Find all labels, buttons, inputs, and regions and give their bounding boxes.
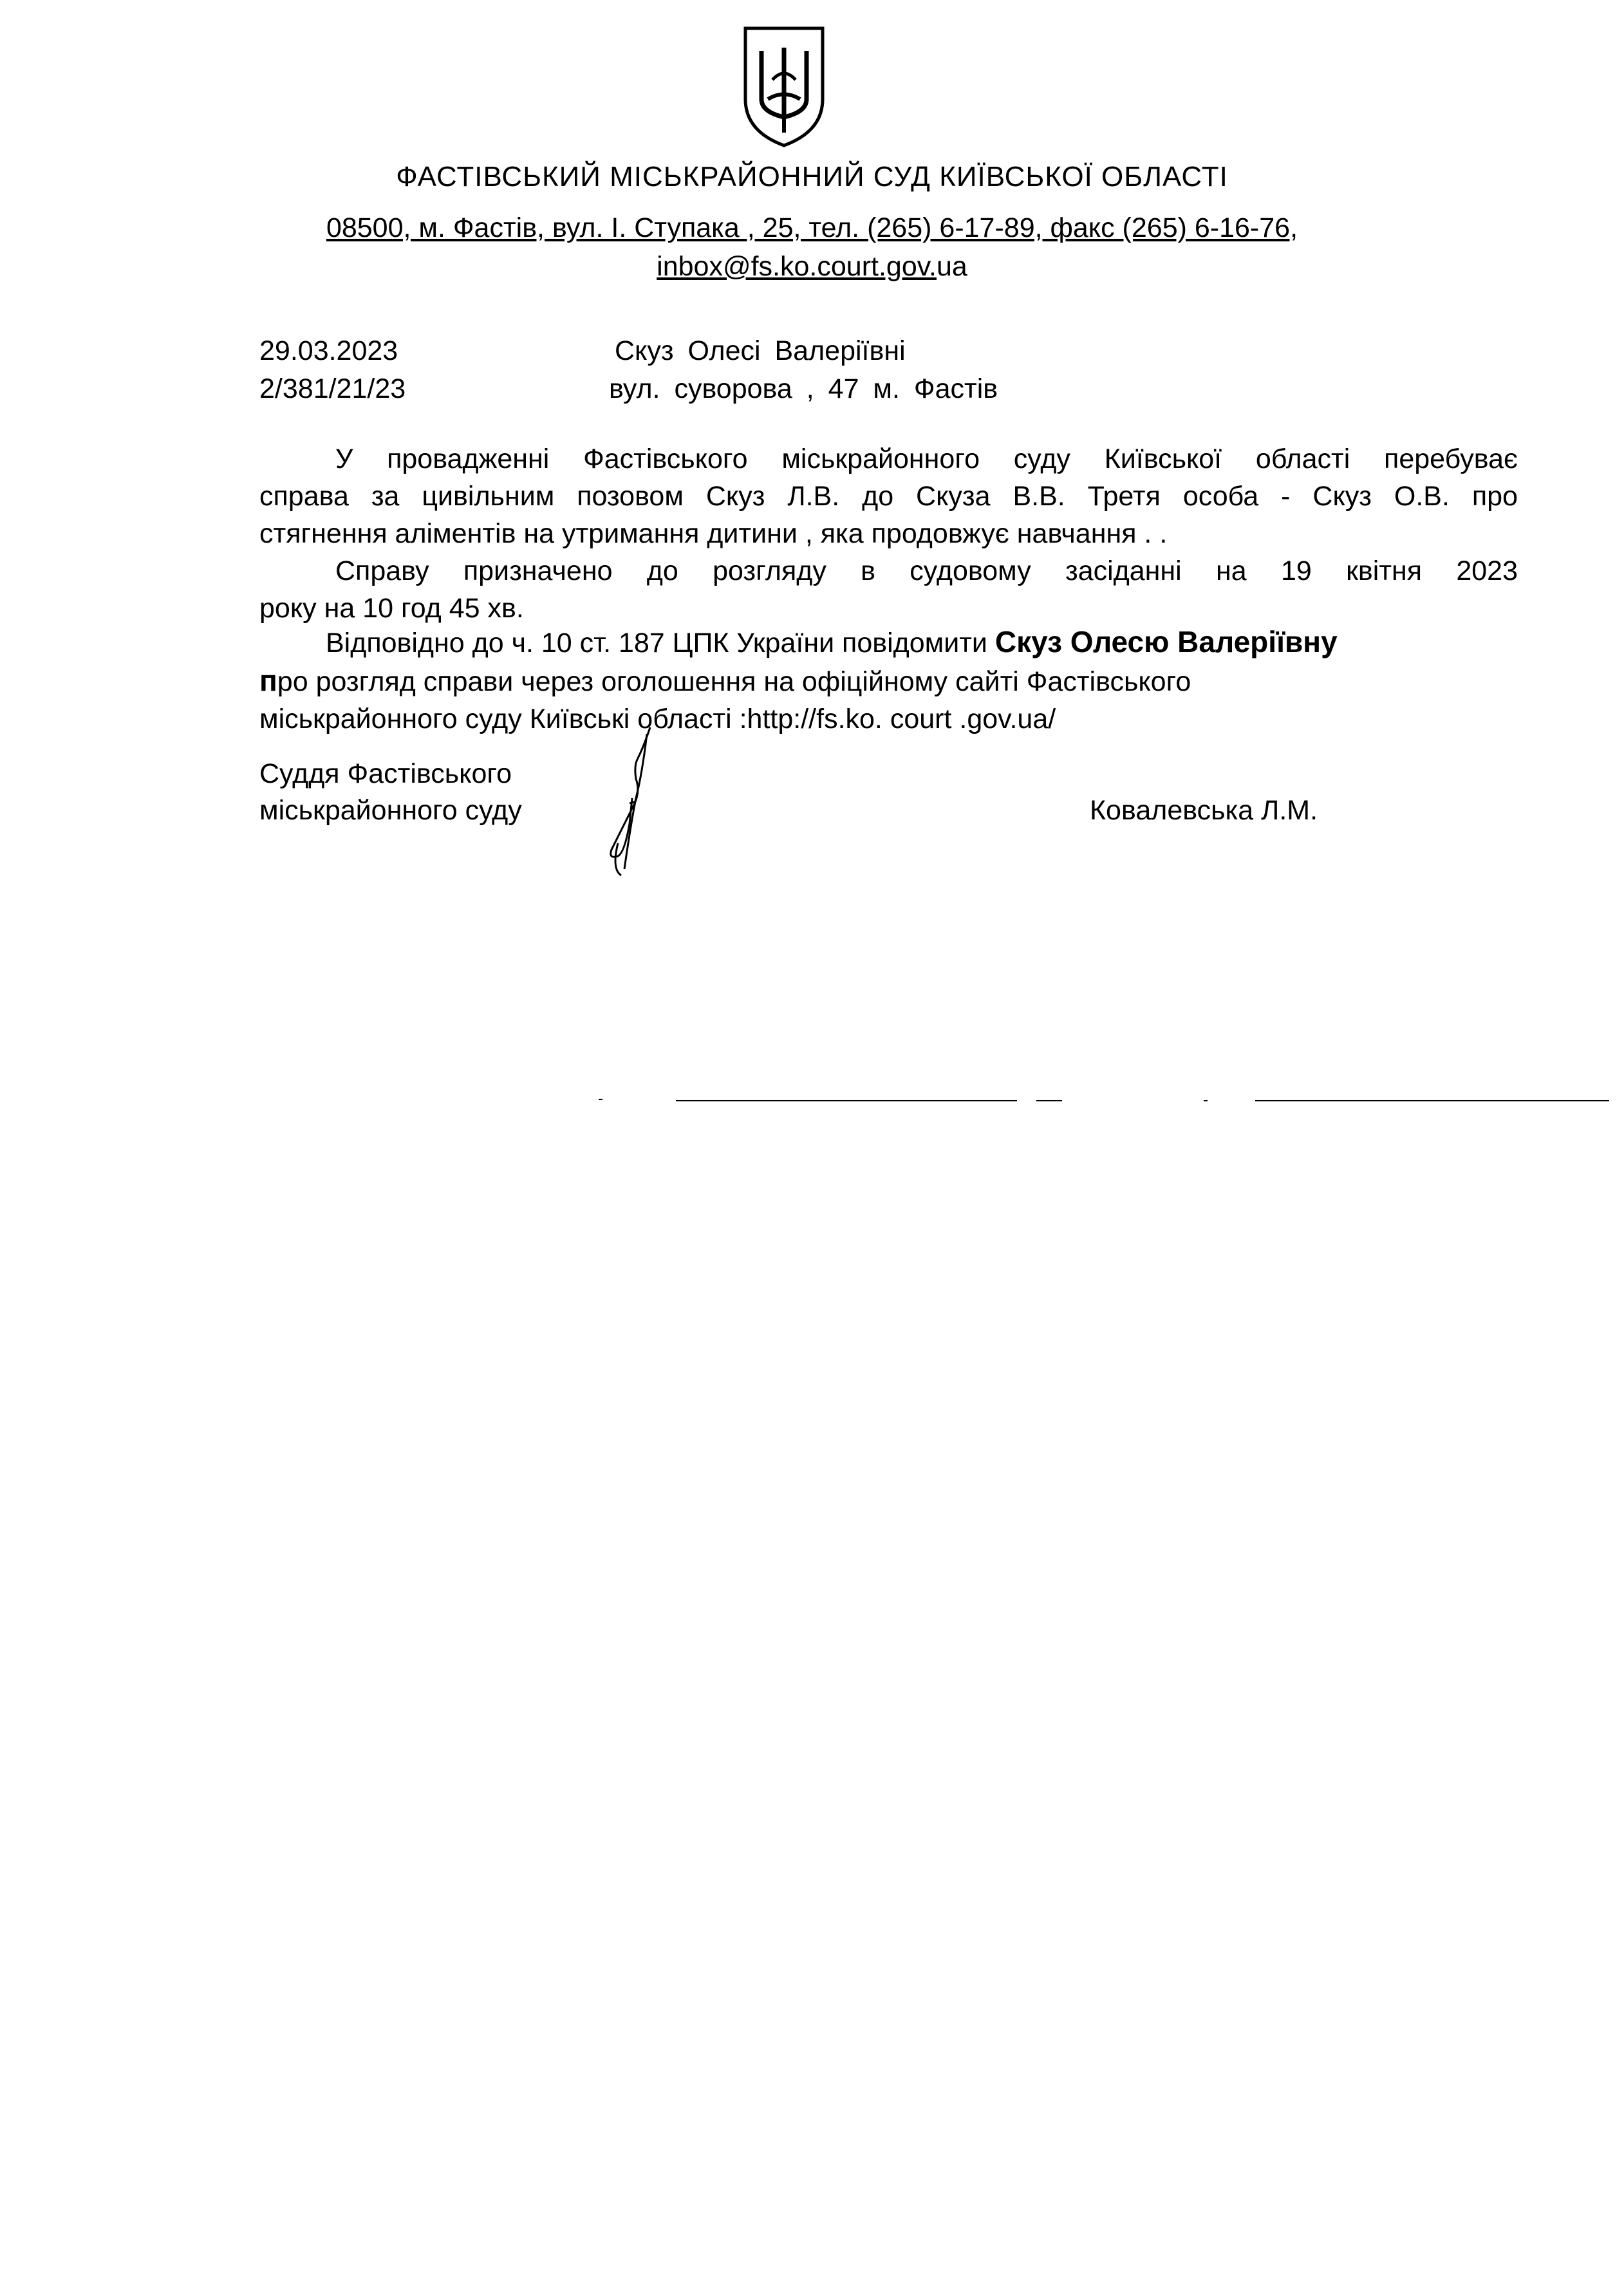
court-address: 08500, м. Фастів, вул. І. Ступака , 25, тел. (265) 6-17-89, факс (265) 6-16-76, bbox=[326, 212, 1298, 243]
court-email bbox=[0, 251, 1624, 283]
paragraph-line: стягнення аліментів на утримання дитини , яка продовжує навчання . . bbox=[259, 518, 1168, 549]
paragraph-line bbox=[259, 662, 1518, 700]
judge-title-line2: міськрайонного суду bbox=[259, 795, 522, 826]
notice-addressee: Скуз Олесю Валеріївну bbox=[994, 625, 1338, 658]
paragraph-proceedings bbox=[259, 440, 1518, 552]
court-name: ФАСТІВСЬКИЙ МІСЬКРАЙОННИЙ СУД КИЇВСЬКОЇ ОБЛАСТІ bbox=[396, 161, 1228, 192]
paragraph-line: міськрайонного суду Київські області :http://fs.ko. court .gov.ua/ bbox=[259, 704, 1056, 734]
recipient-address: вул. суворова , 47 м. Фастів bbox=[609, 373, 998, 404]
paragraph-hearing bbox=[259, 552, 1518, 627]
notice-bold-letter: п bbox=[259, 664, 277, 697]
trident-emblem-icon bbox=[733, 22, 835, 151]
judge-title-line1: Суддя Фастівського bbox=[259, 758, 512, 789]
paragraph-line bbox=[259, 623, 1518, 662]
court-email-link[interactable]: inbox@fs.ko.court.gov. bbox=[657, 251, 937, 282]
court-email-tail: ua bbox=[937, 251, 967, 282]
paragraph-line: У провадженні Фастівського міськрайонного суду Київської області перебуває bbox=[335, 443, 1518, 474]
judge-name: Ковалевська Л.М. bbox=[1090, 795, 1318, 826]
recipient-name: Скуз Олесі Валеріївні bbox=[615, 335, 906, 366]
paragraph-line: Справу призначено до розгляду в судовому засіданні на 19 квітня 2023 bbox=[335, 555, 1518, 586]
paragraph-line: справа за цивільним позовом Скуз Л.В. до Скуза В.В. Третя особа - Скуз О.В. про bbox=[259, 481, 1518, 512]
handwritten-signature-icon bbox=[573, 721, 663, 882]
document-date: 29.03.2023 bbox=[259, 335, 398, 366]
notice-text: Відповідно до ч. 10 ст. 187 ЦПК України повідомити bbox=[326, 628, 995, 658]
case-number: 2/381/21/23 bbox=[259, 373, 406, 404]
paragraph-notice bbox=[259, 623, 1518, 738]
paragraph-line: року на 10 год 45 хв. bbox=[259, 593, 524, 624]
notice-text: ро розгляд справи через оголошення на офіційному сайті Фастівського bbox=[277, 666, 1191, 697]
scan-artifact-lines bbox=[0, 1094, 1624, 1107]
